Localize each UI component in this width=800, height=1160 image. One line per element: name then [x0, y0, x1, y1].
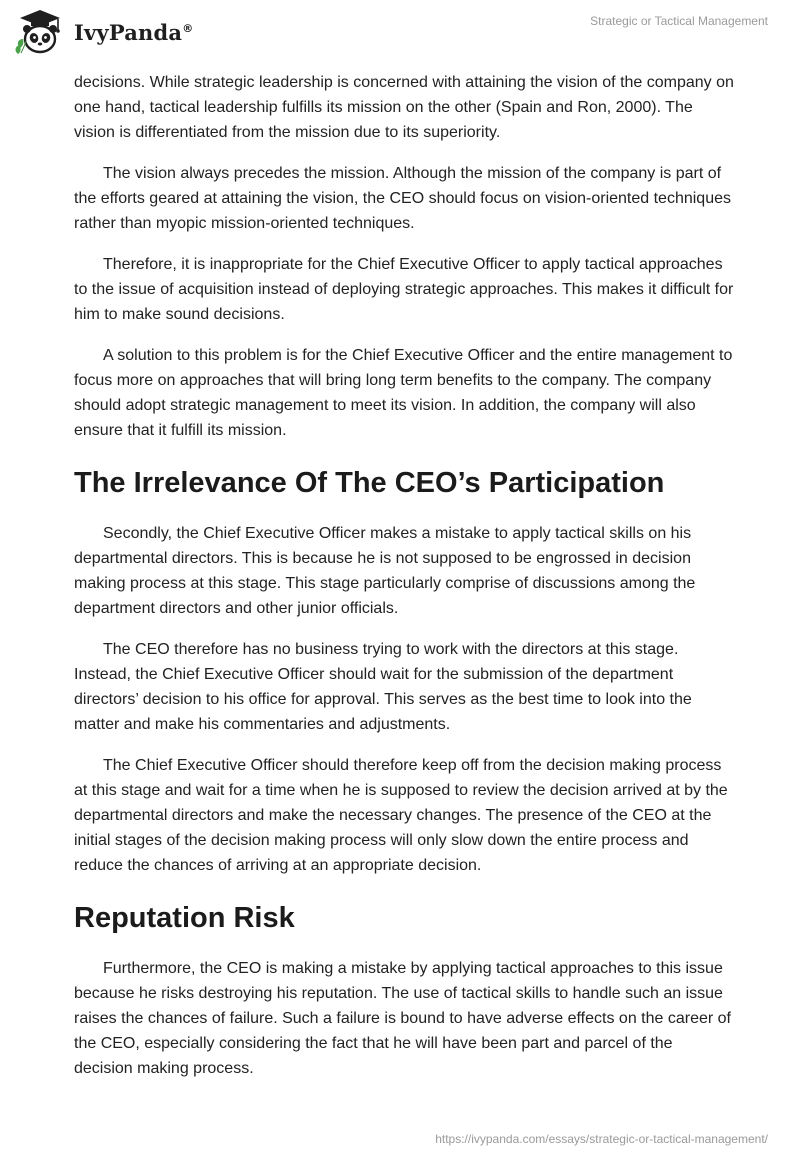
paragraph: A solution to this problem is for the Chief Executive Officer and the entire management to focus more on approaches that will bring long term benefits to the company. The company should adopt strategic management to meet its vision. In addition, the company will also ensure that it fulfill its mission.	[74, 347, 733, 439]
brand-name: IvyPanda®	[74, 19, 194, 45]
document-title: Strategic or Tactical Management	[590, 14, 768, 28]
paragraph: The Chief Executive Officer should therefore keep off from the decision making process at this stage and wait for a time when he is supposed to review the decision arrived at by the departmental directors and make the necessary changes. The presence of the CEO at the initial stages of the decision making process will only slow down the entire process and reduce the chances of arriving at an appropriate decision.	[74, 757, 728, 874]
article-body	[74, 70, 734, 1097]
paragraph: Furthermore, the CEO is making a mistake by applying tactical approaches to this issue because he risks destroying his reputation. The use of tactical skills to handle such an issue raises the chances of failure. Such a failure is bound to have adverse effects on the career of the CEO, especially considering the fact that he will have been part and parcel of the decision making process.	[74, 960, 731, 1077]
paragraph: The CEO therefore has no business trying to work with the directors at this stage. Instead, the Chief Executive Officer should wait for the submission of the department directors’ decision to his office for approval. This serves as the best time to look into the matter and make his commentaries and adjustments.	[74, 641, 692, 733]
section-heading: The Irrelevance Of The CEO’s Participation	[74, 467, 665, 499]
paragraph: Secondly, the Chief Executive Officer makes a mistake to apply tactical skills on his departmental directors. This is because he is not supposed to be engrossed in decision making process at this stage. This stage particularly comprise of discussions among the department directors and other junior officials.	[74, 525, 696, 617]
section-heading: Reputation Risk	[74, 902, 295, 934]
paragraph: The vision always precedes the mission. Although the mission of the company is part of the efforts geared at attaining the vision, the CEO should focus on vision-oriented techniques rather than myopic mission-oriented techniques.	[74, 165, 731, 232]
source-url[interactable]: https://ivypanda.com/essays/strategic-or-tactical-management/	[435, 1132, 768, 1146]
page-header	[0, 0, 800, 60]
paragraph: decisions. While strategic leadership is concerned with attaining the vision of the company on one hand, tactical leadership fulfills its mission on the other (Spain and Ron, 2000). The vision is differentiated from the mission due to its superiority.	[74, 74, 734, 141]
panda-graduate-icon	[14, 8, 66, 56]
paragraph: Therefore, it is inappropriate for the Chief Executive Officer to apply tactical approaches to the issue of acquisition instead of deploying strategic approaches. This makes it difficult for him to make sound decisions.	[74, 256, 734, 323]
ivypanda-logo[interactable]	[14, 8, 193, 56]
